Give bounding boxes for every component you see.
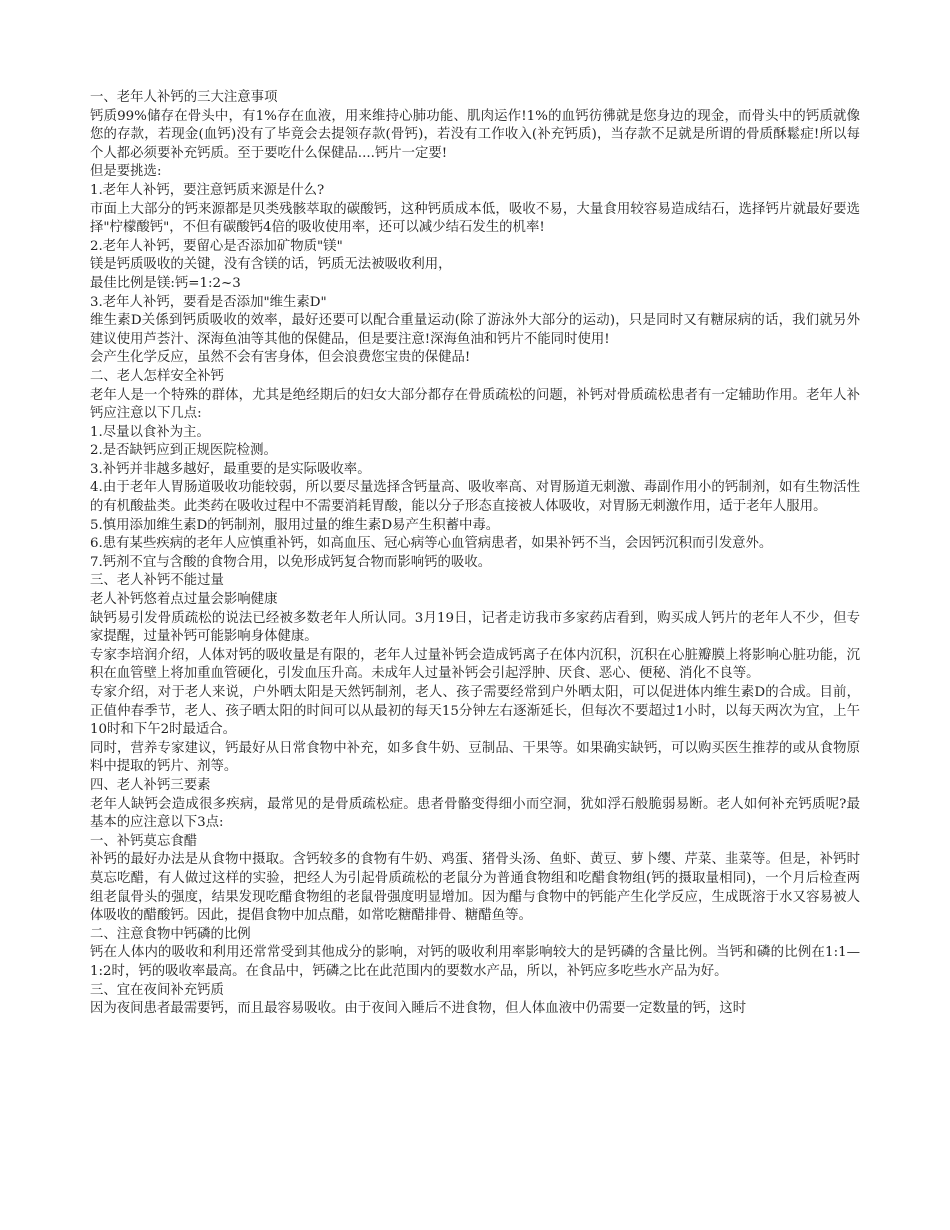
- section-heading-1: 一、老年人补钙的三大注意事项: [90, 90, 278, 105]
- list-item: 7.钙剂不宜与含酸的食物合用，以免形成钙复合物而影响钙的吸收。: [90, 554, 492, 570]
- section-heading-4: 四、老人补钙三要素: [90, 777, 211, 793]
- paragraph: 同时，营养专家建议，钙最好从日常食物中补充，如多食牛奶、豆制品、干果等。如果确实缺钙，可以购买医生推荐的或从食物原料中提取的钙片、剂等。: [90, 740, 860, 775]
- subheading: 老人补钙悠着点过量会影响健康: [90, 592, 278, 608]
- list-item: 3.补钙并非越多越好，最重要的是实际吸收率。: [90, 461, 371, 477]
- paragraph: 维生素D关係到钙质吸收的效率，最好还要可以配合重量运动(除了游泳外大部分的运动)，只是同时又有糖尿病的话，我们就另外建议使用芦荟汁、深海鱼油等其他的保健品，但是要注意!深海鱼油和钙片不能同时使用!: [90, 313, 860, 347]
- list-item: 5.慎用添加维生素D的钙制剂，服用过量的维生素D易产生积蓄中毒。: [90, 517, 500, 533]
- paragraph: 最佳比例是镁:钙=1:2~3: [90, 275, 241, 291]
- paragraph: 会产生化学反应，虽然不会有害身体，但会浪费您宝贵的保健品!: [90, 350, 471, 366]
- list-item: 2.是否缺钙应到正规医院检测。: [90, 443, 277, 459]
- subheading: 二、注意食物中钙磷的比例: [90, 926, 251, 942]
- subheading: 一、补钙莫忘食醋: [90, 833, 198, 849]
- paragraph: 补钙的最好办法是从食物中摄取。含钙较多的食物有牛奶、鸡蛋、猪骨头汤、鱼虾、黄豆、萝卜缨、芹菜、韭菜等。但是，补钙时莫忘吃醋，有人做过这样的实验，把经人为引起骨质疏松的老鼠分为普通食物组和吃醋食物组(钙的摄取量相同)，一个月后检查两组老鼠骨头的强度，结果发现吃醋食物组的老鼠骨强度明显增加。因为醋与食物中的钙能产生化学反应，生成既溶于水又容易被人体吸收的醋酸钙。因此，提倡食物中加点醋，如常吃糖醋排骨、糖醋鱼等。: [90, 852, 860, 924]
- list-item: 2.老年人补钙，要留心是否添加矿物质"镁": [90, 238, 343, 254]
- list-item: 3.老年人补钙，要看是否添加"维生素D": [90, 294, 327, 310]
- document-body: [90, 89, 860, 1019]
- paragraph: 镁是钙质吸收的关键，没有含镁的话，钙质无法被吸收利用，: [90, 257, 452, 273]
- paragraph: 市面上大部分的钙来源都是贝类残骸萃取的碳酸钙，这种钙质成本低，吸收不易，大量食用较容易造成结石，选择钙片就最好要选择"柠檬酸钙"，不但有碳酸钙4倍的吸收使用率，还可以减少结石发生的机率!: [90, 201, 860, 236]
- paragraph: 钙在人体内的吸收和利用还常常受到其他成分的影响，对钙的吸收利用率影响较大的是钙磷的含量比例。当钙和磷的比例在1:1—1:2时，钙的吸收率最高。在食品中，钙磷之比在此范围内的要数水产品，所以，补钙应多吃些水产品为好。: [90, 945, 860, 979]
- paragraph: 专家介绍，对于老人来说，户外晒太阳是天然钙制剂，老人、孩子需要经常到户外晒太阳，可以促进体内维生素D的合成。目前，正值仲春季节，老人、孩子晒太阳的时间可以从最初的每天15分钟左右逐渐延长，但每次不要超过1小时，以每天两次为宜，上午10时和下午2时最适合。: [90, 685, 860, 738]
- section-heading-2: 二、老人怎样安全补钙: [90, 368, 224, 384]
- paragraph: 老年人缺钙会造成很多疾病，最常见的是骨质疏松症。患者骨骼变得细小而空洞，犹如浮石般脆弱易断。老人如何补充钙质呢?最基本的应注意以下3点:: [90, 796, 860, 831]
- section-heading-3: 三、老人补钙不能过量: [90, 573, 224, 589]
- list-item: 1.尽量以食补为主。: [90, 424, 210, 440]
- paragraph: 因为夜间患者最需要钙，而且最容易吸收。由于夜间入睡后不进食物，但人体血液中仍需要一定数量的钙，这时: [90, 1001, 747, 1017]
- paragraph: 但是要挑选:: [90, 164, 162, 180]
- subheading: 三、宜在夜间补充钙质: [90, 982, 224, 998]
- paragraph: 专家李培润介绍，人体对钙的吸收量是有限的，老年人过量补钙会造成钙离子在体内沉积，沉积在心脏瓣膜上将影响心脏功能，沉积在血管壁上将加重血管硬化，引发血压升高。未成年人过量补钙会引起浮肿、厌食、恶心、便秘、消化不良等。: [90, 647, 860, 682]
- list-item: 6.患有某些疾病的老年人应慎重补钙，如高血压、冠心病等心血管病患者，如果补钙不当，会因钙沉积而引发意外。: [90, 536, 773, 552]
- paragraph: 缺钙易引发骨质疏松的说法已经被多数老年人所认同。3月19日，记者走访我市多家药店看到，购买成人钙片的老年人不少，但专家提醒，过量补钙可能影响身体健康。: [90, 610, 860, 645]
- list-item: 1.老年人补钙，要注意钙质来源是什么?: [90, 182, 325, 198]
- list-item: 4.由于老年人胃肠道吸收功能较弱，所以要尽量选择含钙量高、吸收率高、对胃肠道无刺激、毒副作用小的钙制剂，如有生物活性的有机酸盐类。此类药在吸收过程中不需要消耗胃酸，能以分子形态直接被人体吸收，对胃肠无刺激作用，适于老年人服用。: [90, 480, 860, 515]
- paragraph: 钙质99%储存在骨头中，有1%存在血液，用来维持心肺功能、肌肉运作!1%的血钙彷彿就是您身边的现金，而骨头中的钙质就像您的存款，若现金(血钙)没有了毕竟会去提领存款(骨钙)，若没有工作收入(补充钙质)，当存款不足就是所谓的骨质酥鬆症!所以每个人都必须要补充钙质。至于要吃什么保健品....钙片一定要!: [90, 108, 860, 161]
- paragraph: 老年人是一个特殊的群体，尤其是绝经期后的妇女大部分都存在骨质疏松的问题，补钙对骨质疏松患者有一定辅助作用。老年人补钙应注意以下几点:: [90, 387, 860, 422]
